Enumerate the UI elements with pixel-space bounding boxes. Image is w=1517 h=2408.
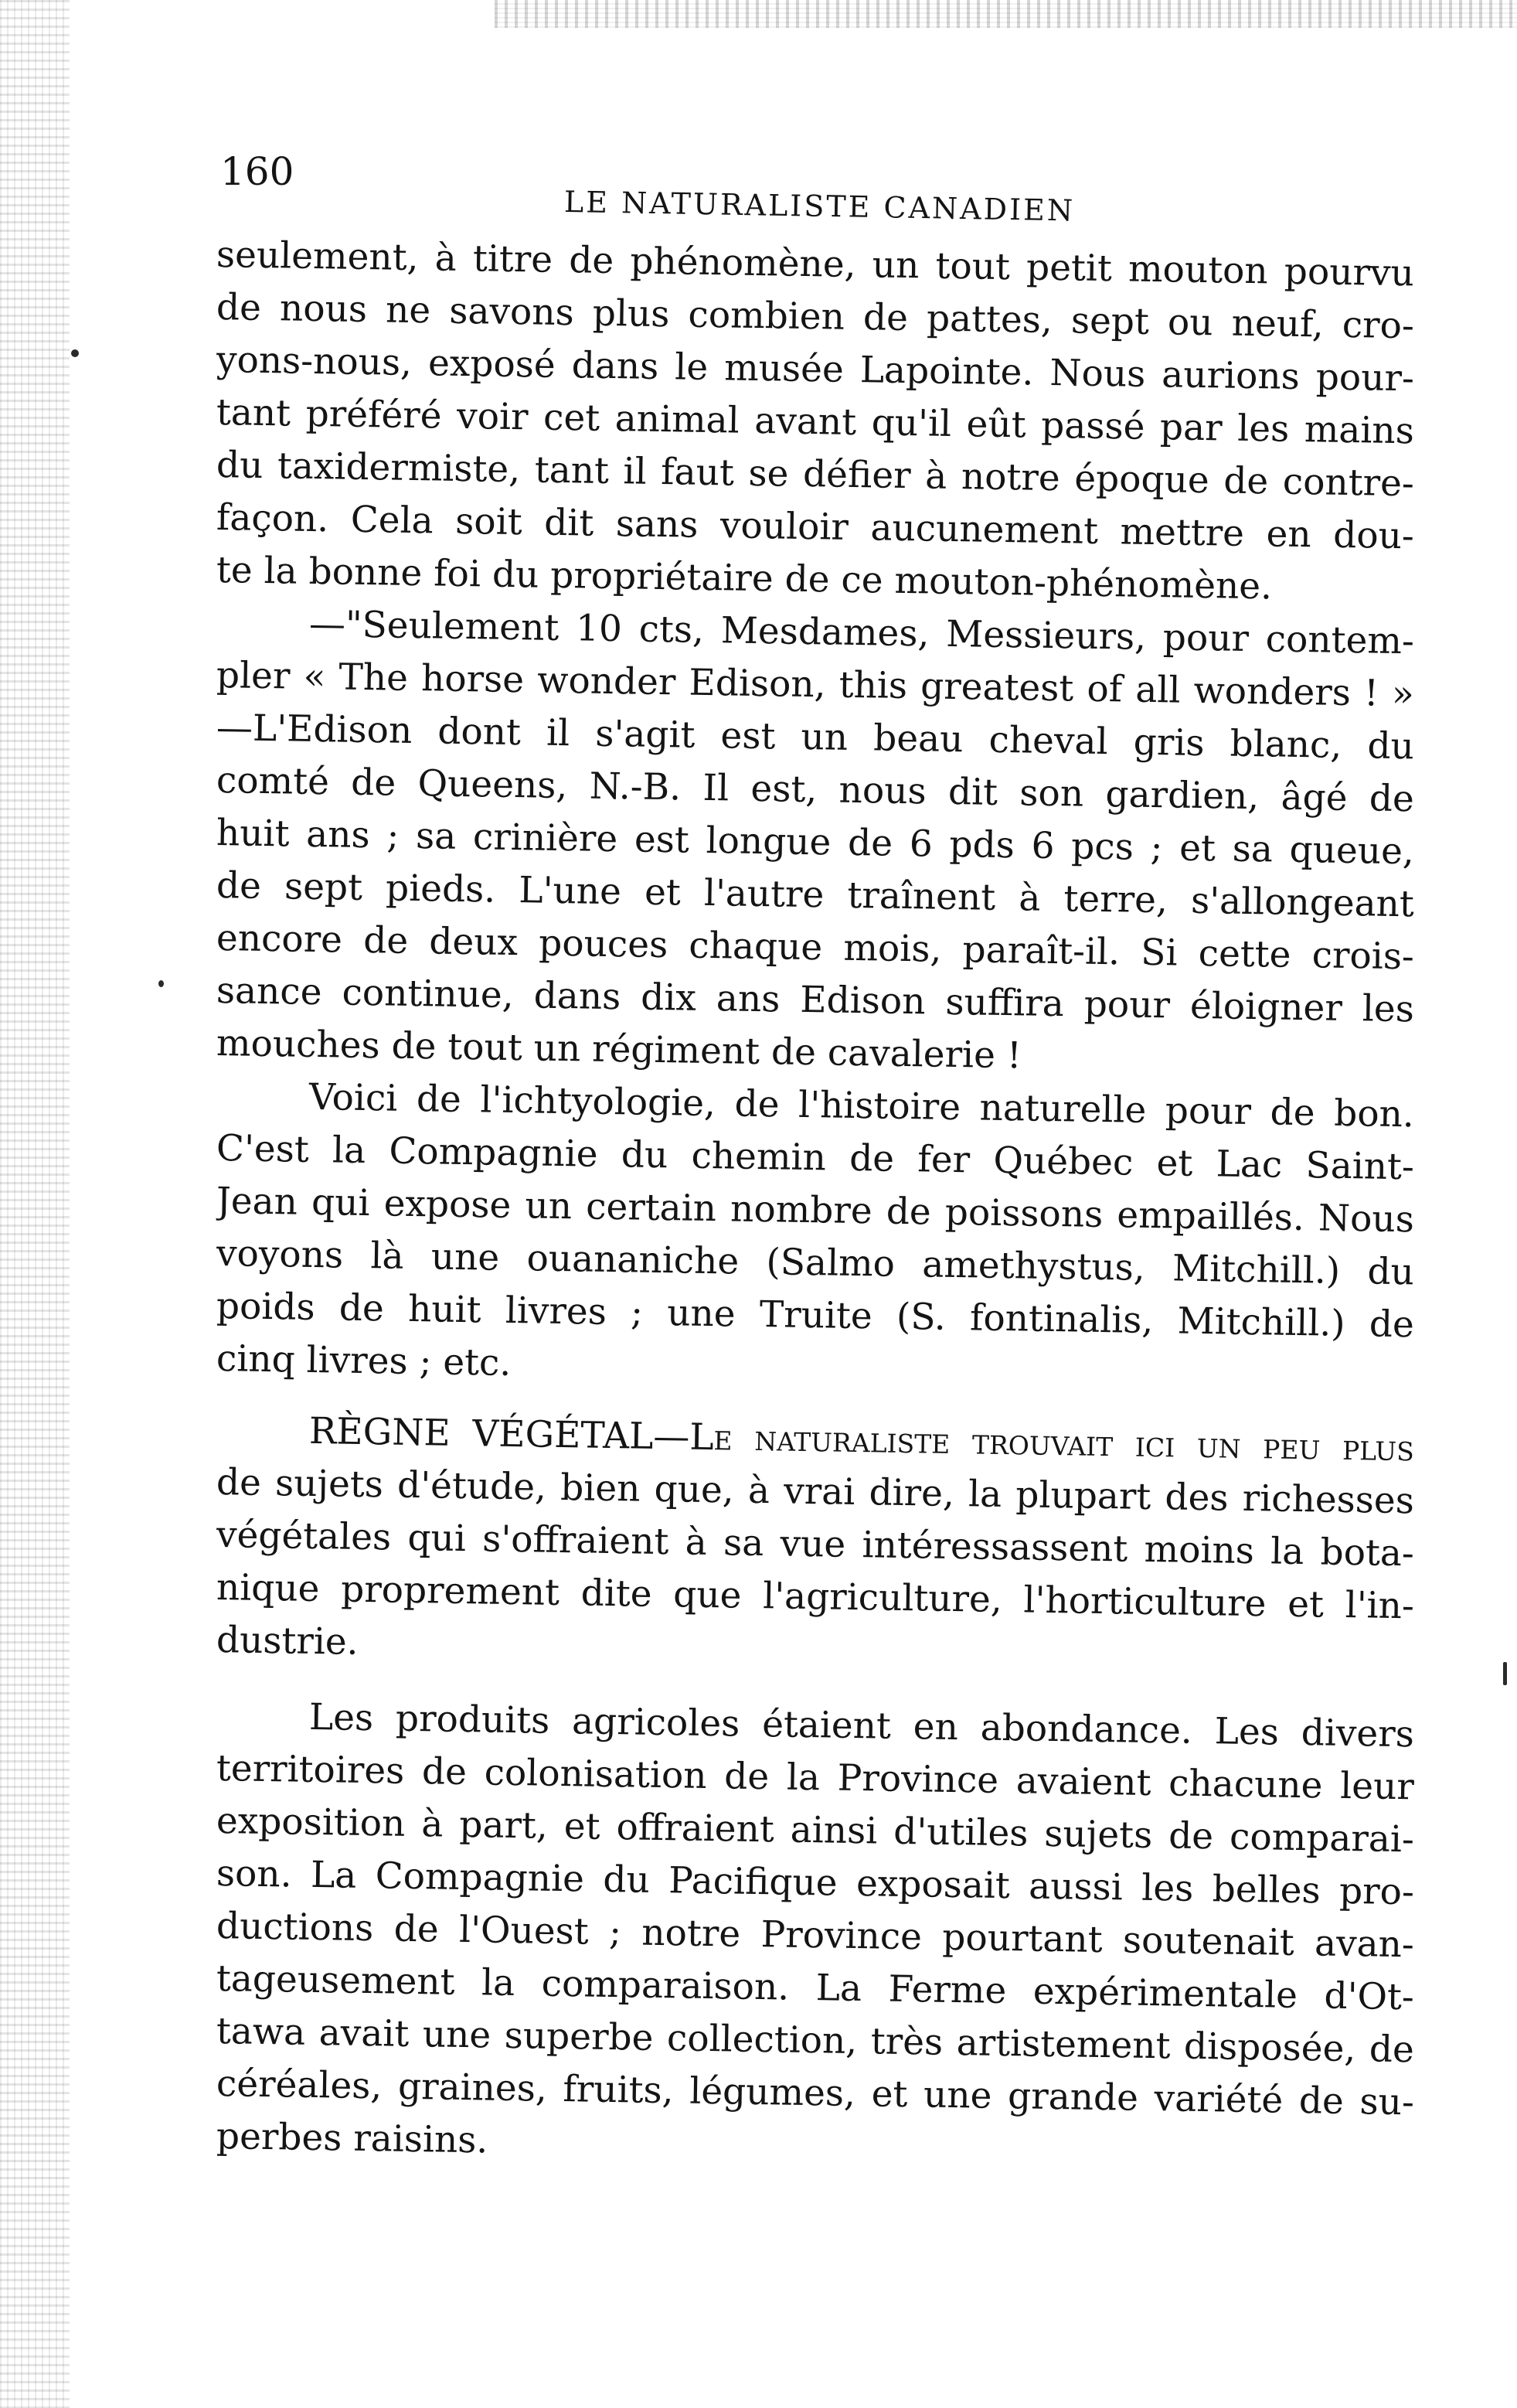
text-line: du taxidermiste, tant il faut se défier à notre époque de contre- [216, 444, 1415, 506]
text-line: de nous ne savons plus combien de pattes, sept ou neuf, cro- [216, 286, 1415, 348]
text-line: —L'Edison dont il s'agit est un beau cheval gris blanc, du [216, 707, 1415, 768]
text-line: de sept pieds. L'une et l'autre traînent à terre, s'allongeant [216, 864, 1415, 926]
text-line: pler « The horse wonder Edison, this greatest of all wonders ! » [216, 654, 1415, 716]
page-number: 160 [220, 149, 294, 194]
text-line: huit ans ; sa crinière est longue de 6 pds 6 pcs ; et sa queue, [216, 812, 1415, 874]
running-head: LE NATURALISTE CANADIEN [563, 185, 1076, 228]
text-line: sance continue, dans dix ans Edison suffira pour éloigner les [216, 969, 1415, 1031]
text-line: Les produits agricoles étaient en abondance. Les divers [308, 1695, 1415, 1756]
text-line: végétales qui s'offraient à sa vue intéressassent moins la bota- [216, 1514, 1415, 1575]
text-line: comté de Queens, N.-B. Il est, nous dit son gardien, âgé de [216, 759, 1415, 821]
scan-top-noise [495, 0, 1517, 28]
text-line: yons-nous, exposé dans le musée Lapointe. Nous aurions pour- [216, 339, 1415, 400]
text-line: voyons là une ouananiche (Salmo amethystus, Mitchill.) du [216, 1232, 1415, 1294]
text-line: perbes raisins. [216, 2115, 488, 2162]
text-line: tant préféré voir cet animal avant qu'il eût passé par les mains [216, 391, 1415, 453]
text-line: céréales, graines, fruits, légumes, et une grande variété de su- [216, 2062, 1415, 2124]
text-line: RÈGNE VÉGÉTAL—Le naturaliste trouvait ici un peu plus [308, 1409, 1415, 1470]
text-line: nique proprement dite que l'agriculture, l'horticulture et l'in- [216, 1566, 1415, 1628]
scan-speck [1503, 1662, 1507, 1685]
text-line: dustrie. [216, 1619, 359, 1664]
scan-speck [71, 349, 79, 357]
text-line: —"Seulement 10 cts, Mesdames, Messieurs, pour contem- [308, 602, 1415, 663]
text-line: Voici de l'ichtyologie, de l'histoire naturelle pour de bon. [308, 1075, 1415, 1136]
text-line: façon. Cela soit dit sans vouloir aucunement mettre en dou- [216, 496, 1415, 558]
text-line: mouches de tout un régiment de cavalerie ! [216, 1022, 1022, 1078]
text-line: te la bonne foi du propriétaire de ce mouton-phénomène. [216, 549, 1273, 608]
text-line: ductions de l'Ouest ; notre Province pourtant soutenait avan- [216, 1905, 1415, 1967]
text-line: exposition à part, et offraient ainsi d'utiles sujets de comparai- [216, 1800, 1415, 1861]
text-line: tawa avait une superbe collection, très artistement disposée, de [216, 2010, 1415, 2072]
text-line: tageusement la comparaison. La Ferme expérimentale d'Ot- [216, 1957, 1415, 2019]
text-line: Jean qui expose un certain nombre de poissons empaillés. Nous [216, 1180, 1415, 1241]
text-line: son. La Compagnie du Pacifique exposait aussi les belles pro- [216, 1852, 1415, 1914]
text-line: seulement, à titre de phénomène, un tout petit mouton pourvu [216, 233, 1415, 295]
text-line: poids de huit livres ; une Truite (S. fontinalis, Mitchill.) de [216, 1285, 1415, 1347]
text-line: cinq livres ; etc. [216, 1337, 512, 1385]
text-line: C'est la Compagnie du chemin de fer Québec et Lac Saint- [216, 1127, 1415, 1189]
text-line: encore de deux pouces chaque mois, paraît-il. Si cette crois- [216, 917, 1415, 979]
text-line: territoires de colonisation de la Province avaient chacune leur [216, 1747, 1415, 1809]
scan-speck [158, 980, 164, 987]
scan-edge-noise [0, 0, 70, 2408]
text-line: de sujets d'étude, bien que, à vrai dire, la plupart des richesses [216, 1461, 1415, 1523]
